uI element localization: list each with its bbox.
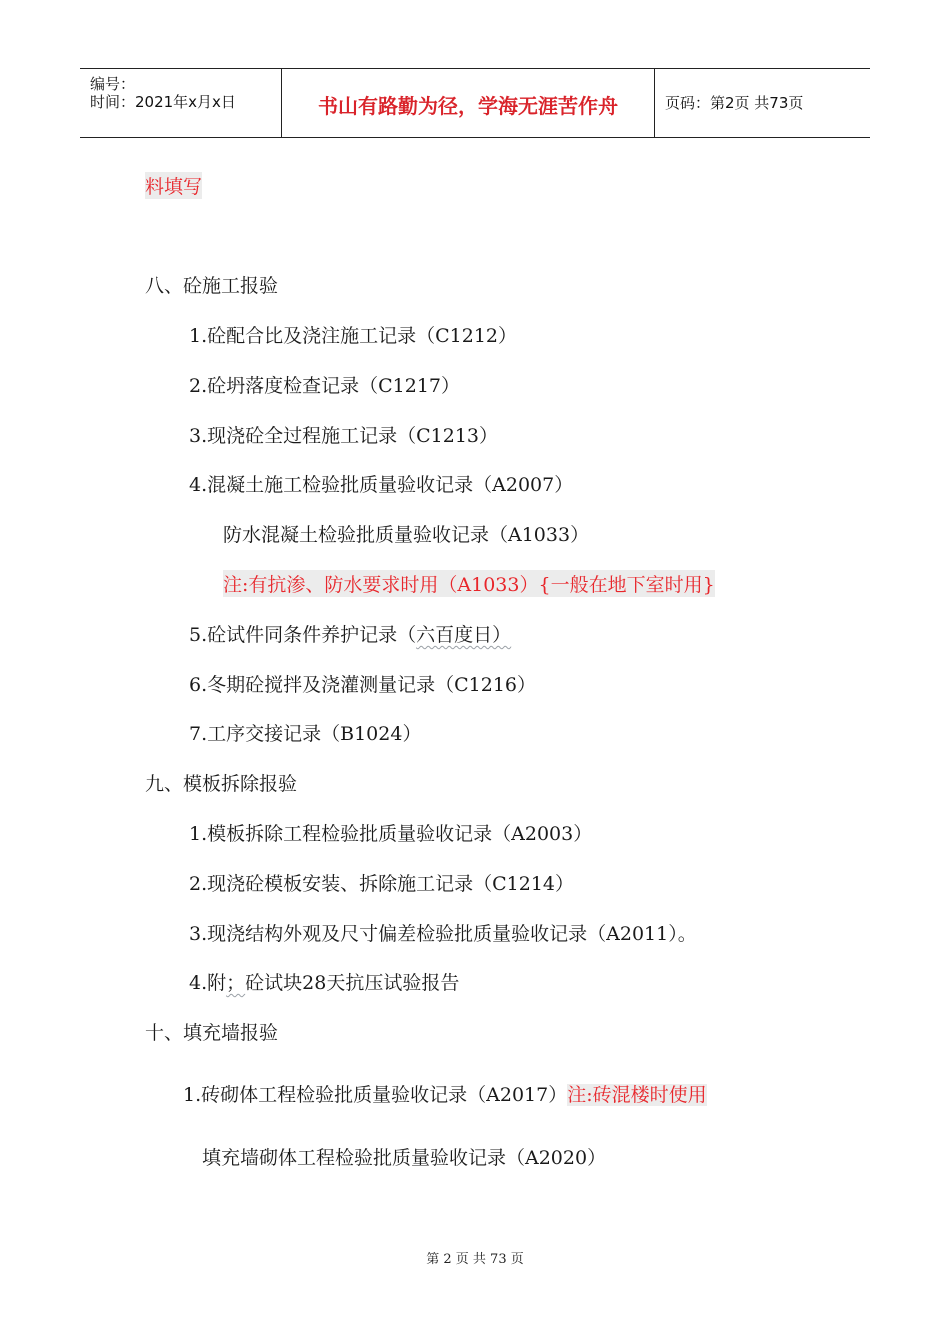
- header-motto-cell: [282, 69, 655, 137]
- section-heading-concrete: 八、砼施工报验: [145, 275, 279, 297]
- list-item: 2.现浇砼模板安装、拆除施工记录（C1214）: [189, 873, 575, 895]
- list-item: [183, 1080, 707, 1107]
- list-item: 7.工序交接记录（B1024）: [189, 723, 422, 745]
- list-item-text: 4.附: [189, 972, 227, 994]
- page-header: [80, 68, 870, 138]
- highlighted-note-fragment: 料填写: [145, 172, 202, 199]
- header-meta-cell: [80, 69, 282, 137]
- header-page-cell: [655, 69, 870, 137]
- highlighted-note: 注:有抗渗、防水要求时用（A1033）{一般在地下室时用}: [223, 570, 715, 597]
- header-motto: 书山有路勤为径，学海无涯苦作舟: [318, 94, 618, 118]
- list-item: 填充墙砌体工程检验批质量验收记录（A2020）: [202, 1147, 607, 1169]
- list-item: 1.砼配合比及浇注施工记录（C1212）: [189, 325, 518, 347]
- highlighted-note: 注:砖混楼时使用: [567, 1084, 707, 1106]
- list-item: 4.混凝土施工检验批质量验收记录（A2007）: [189, 474, 574, 496]
- section-heading-infill-wall: 十、填充墙报验: [145, 1022, 279, 1044]
- list-item-text-marked: ；: [226, 972, 246, 994]
- list-item-text: 5.砼试件同条件养护记录（: [189, 624, 417, 646]
- list-item: 3.现浇砼全过程施工记录（C1213）: [189, 425, 499, 447]
- document-date: 时间：2021年x月x日: [90, 93, 236, 111]
- header-page-number: 页码：第2页 共73页: [665, 94, 804, 112]
- list-item: 6.冬期砼搅拌及浇灌测量记录（C1216）: [189, 674, 537, 696]
- document-number: 编号：: [90, 75, 136, 93]
- list-item: 防水混凝土检验批质量验收记录（A1033）: [223, 524, 590, 546]
- list-item-text-marked: 六百度日）: [416, 624, 512, 646]
- list-item-text: 砼试块28天抗压试验报告: [245, 972, 460, 994]
- list-item: 3.现浇结构外观及尺寸偏差检验批质量验收记录（A2011）。: [189, 923, 697, 945]
- section-heading-formwork: 九、模板拆除报验: [145, 773, 298, 795]
- list-item: 2.砼坍落度检查记录（C1217）: [189, 375, 461, 397]
- list-item: [189, 968, 459, 995]
- page-footer: 第 2 页 共 73 页: [426, 1252, 524, 1267]
- list-item: 1.模板拆除工程检验批质量验收记录（A2003）: [189, 823, 593, 845]
- list-item: [189, 620, 511, 647]
- list-item-text: 1.砖砌体工程检验批质量验收记录（A2017）: [183, 1084, 568, 1106]
